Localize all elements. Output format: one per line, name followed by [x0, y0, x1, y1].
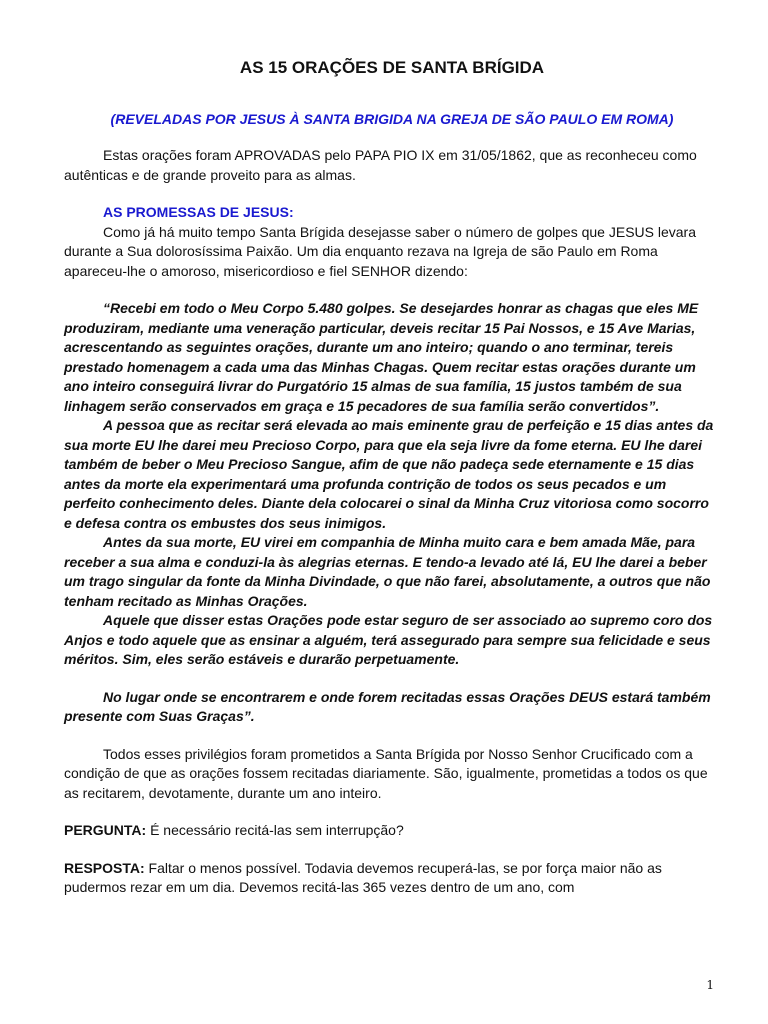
quote-paragraph-3: Antes da sua morte, EU virei em companhia de Minha muito cara e bem amada Mãe, para receber a sua alma e conduzi-la às alegrias eternas. E tendo-a levado até lá, EU lhe darei a beber um trago singular da fonte da Minha Divindade, o que não farei, absolutamente, a outros que não tenham recitado as Minhas Orações. — [64, 534, 711, 609]
promises-intro-paragraph: Como já há muito tempo Santa Brígida desejasse saber o número de golpes que JESUS levara durante a Sua dolorosíssima Paixão. Um dia enquanto rezava na Igreja de são Paulo em Roma apareceu-lhe o amoroso, misericordioso e fiel SENHOR dizendo: — [64, 223, 697, 279]
promises-heading: AS PROMESSAS DE JESUS: — [103, 204, 294, 220]
document-subtitle: (REVELADAS POR JESUS À SANTA BRIGIDA NA GREJA DE SÃO PAULO EM ROMA) — [110, 111, 674, 127]
question-text: É necessário recitá-las sem interrupção? — [150, 822, 404, 838]
privileges-paragraph: Todos esses privilégios foram prometidos a Santa Brígida por Nosso Senhor Crucificado com a condição de que as orações fossem recitadas diariamente. São, igualmente, prometidas a todos os que as recitarem, devotamente, durante um ano inteiro. — [64, 745, 708, 801]
jesus-quote — [64, 299, 720, 727]
quote-paragraph-5: No lugar onde se encontrarem e onde forem recitadas essas Orações DEUS estará também presente com Suas Graças”. — [64, 688, 711, 724]
document-page — [64, 58, 720, 898]
document-title: AS 15 ORAÇÕES DE SANTA BRÍGIDA — [239, 58, 545, 77]
answer-text: Faltar o menos possível. Todavia devemos recuperá-las, se por força maior não as pudermos rezar em um dia. Devemos recitá-las 365 vezes dentro de um ano, com — [64, 859, 662, 895]
question-label: PERGUNTA: — [64, 822, 147, 838]
quote-paragraph-4: Aquele que disser estas Orações pode estar seguro de ser associado ao supremo coro dos Anjos e todo aquele que as ensinar a alguém, terá assegurado para sempre sua felicidade e seus méritos. Sim, eles serão estáveis e durarão perpetuamente. — [64, 612, 713, 667]
question-paragraph — [64, 821, 720, 841]
quote-paragraph-2: A pessoa que as recitar será elevada ao mais eminente grau de perfeição e 15 dias antes da sua morte EU lhe darei meu Precioso Corpo, para que ela seja livre da fome eterna. EU lhe darei também de beber o Meu Precioso Sangue, afim de que não padeça sede eternamente e 15 dias antes da morte ela experimentará uma profunda contrição de todos os seus pecados e um perfeito conhecimento deles. Diante dela colocarei o sinal da Minha Cruz vitoriosa como socorro e defesa contra os embustes dos seus inimigos. — [64, 417, 714, 531]
answer-paragraph — [64, 859, 720, 898]
page-number: 1 — [706, 978, 714, 992]
quote-paragraph-1: “Recebi em todo o Meu Corpo 5.480 golpes. Se desejardes honrar as chagas que eles ME produziram, mediante uma veneração particular, deveis recitar 15 Pai Nossos, e 15 Ave Marias, acrescentando as seguintes orações, durante um ano inteiro; quando o ano terminar, tereis prestado homenagem a cada uma das Minhas Chagas. Quem recitar estas orações durante um ano inteiro conseguirá livrar do Purgatório 15 almas de sua família, 15 justos também de sua linhagem serão conservados em graça e 15 pecadores de sua família serão convertidos”. — [64, 300, 699, 414]
answer-label: RESPOSTA: — [64, 859, 145, 876]
intro-paragraph: Estas orações foram APROVADAS pelo PAPA PIO IX em 31/05/1862, que as reconheceu como autênticas e de grande proveito para as almas. — [64, 147, 697, 183]
